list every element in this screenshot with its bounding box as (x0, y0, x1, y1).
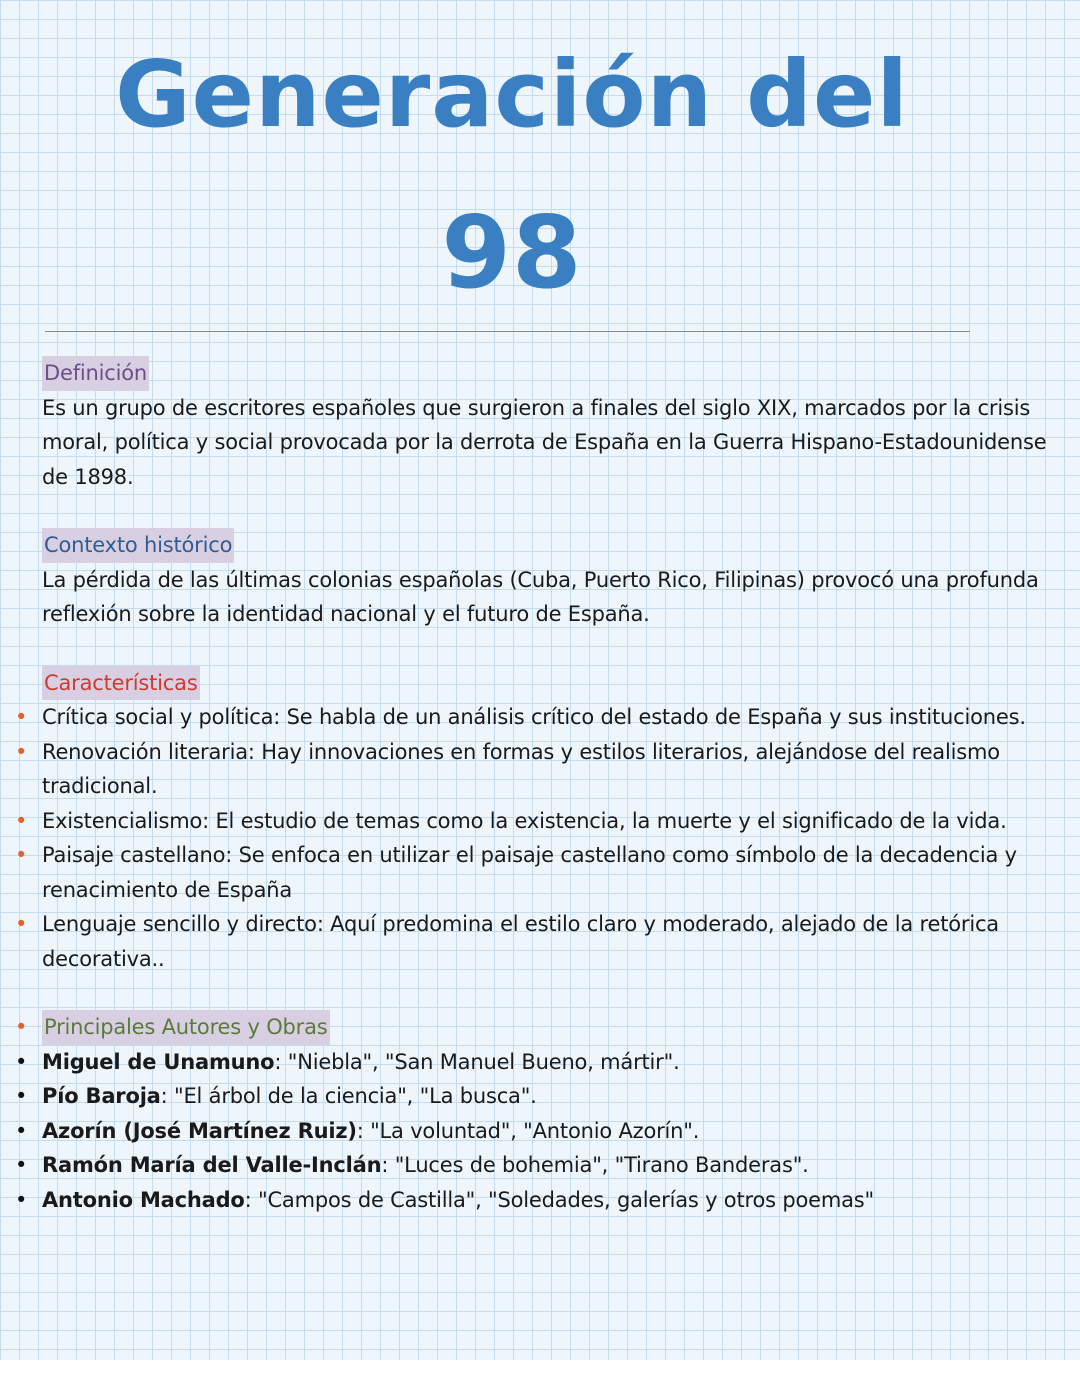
author-name: Miguel de Unamuno (42, 1049, 275, 1074)
title-line-2: 98 (441, 194, 583, 311)
author-works: : "La voluntad", "Antonio Azorín". (356, 1118, 700, 1143)
author-name: Antonio Machado (42, 1187, 245, 1212)
author-name: Azorín (José Martínez Ruiz) (42, 1118, 357, 1143)
title-line-1: Generación del (115, 41, 909, 148)
list-item: • Renovación literaria: Hay innovaciones en formas y estilos literarios, alejándose del realismo tradicional. (42, 735, 1072, 804)
list-item (42, 1045, 1072, 1080)
author-name: Pío Baroja (42, 1084, 161, 1108)
caracteristicas-heading: Características (42, 666, 200, 701)
content (42, 356, 1072, 1217)
definicion-heading: Definición (42, 356, 149, 391)
list-item: • Crítica social y política: Se habla de un análisis crítico del estado de España y sus instituciones. (42, 700, 1072, 735)
caracteristicas-list (42, 700, 1072, 976)
autores-heading: Principales Autores y Obras (42, 1010, 330, 1045)
contexto-heading: Contexto histórico (42, 528, 234, 563)
list-item (42, 1114, 1072, 1149)
author-works: : "Niebla", "San Manuel Bueno, mártir". (274, 1049, 680, 1074)
definicion-text: Es un grupo de escritores españoles que surgieron a finales del siglo XIX, marcados por la crisis moral, política y social provocada por la derrota de España en la Guerra Hispano-Estadounidense de 1898. (42, 395, 1047, 489)
list-item (42, 1148, 1072, 1183)
author-name: Ramón María del Valle-Inclán (42, 1153, 382, 1177)
author-works: : "Campos de Castilla", "Soledades, galerías y otros poemas" (244, 1187, 874, 1212)
list-item (42, 1183, 1072, 1218)
author-works: : "El árbol de la ciencia", "La busca". (160, 1084, 537, 1108)
divider (45, 331, 970, 332)
author-works: : "Luces de bohemia", "Tirano Banderas". (381, 1153, 809, 1177)
contexto-text: La pérdida de las últimas colonias españolas (Cuba, Puerto Rico, Filipinas) provocó una profunda reflexión sobre la identidad nacional y el futuro de España. (42, 567, 1039, 626)
bottom-margin (0, 1360, 1080, 1397)
list-item (42, 1079, 1072, 1114)
autores-list (42, 1045, 1072, 1218)
list-item: • Existencialismo: El estudio de temas como la existencia, la muerte y el significado de la vida. (42, 804, 1072, 839)
list-item: • Lenguaje sencillo y directo: Aquí predomina el estilo claro y moderado, alejado de la retórica decorativa.. (42, 907, 1072, 976)
list-item: • Paisaje castellano: Se enfoca en utilizar el paisaje castellano como símbolo de la decadencia y renacimiento de España (42, 838, 1072, 907)
